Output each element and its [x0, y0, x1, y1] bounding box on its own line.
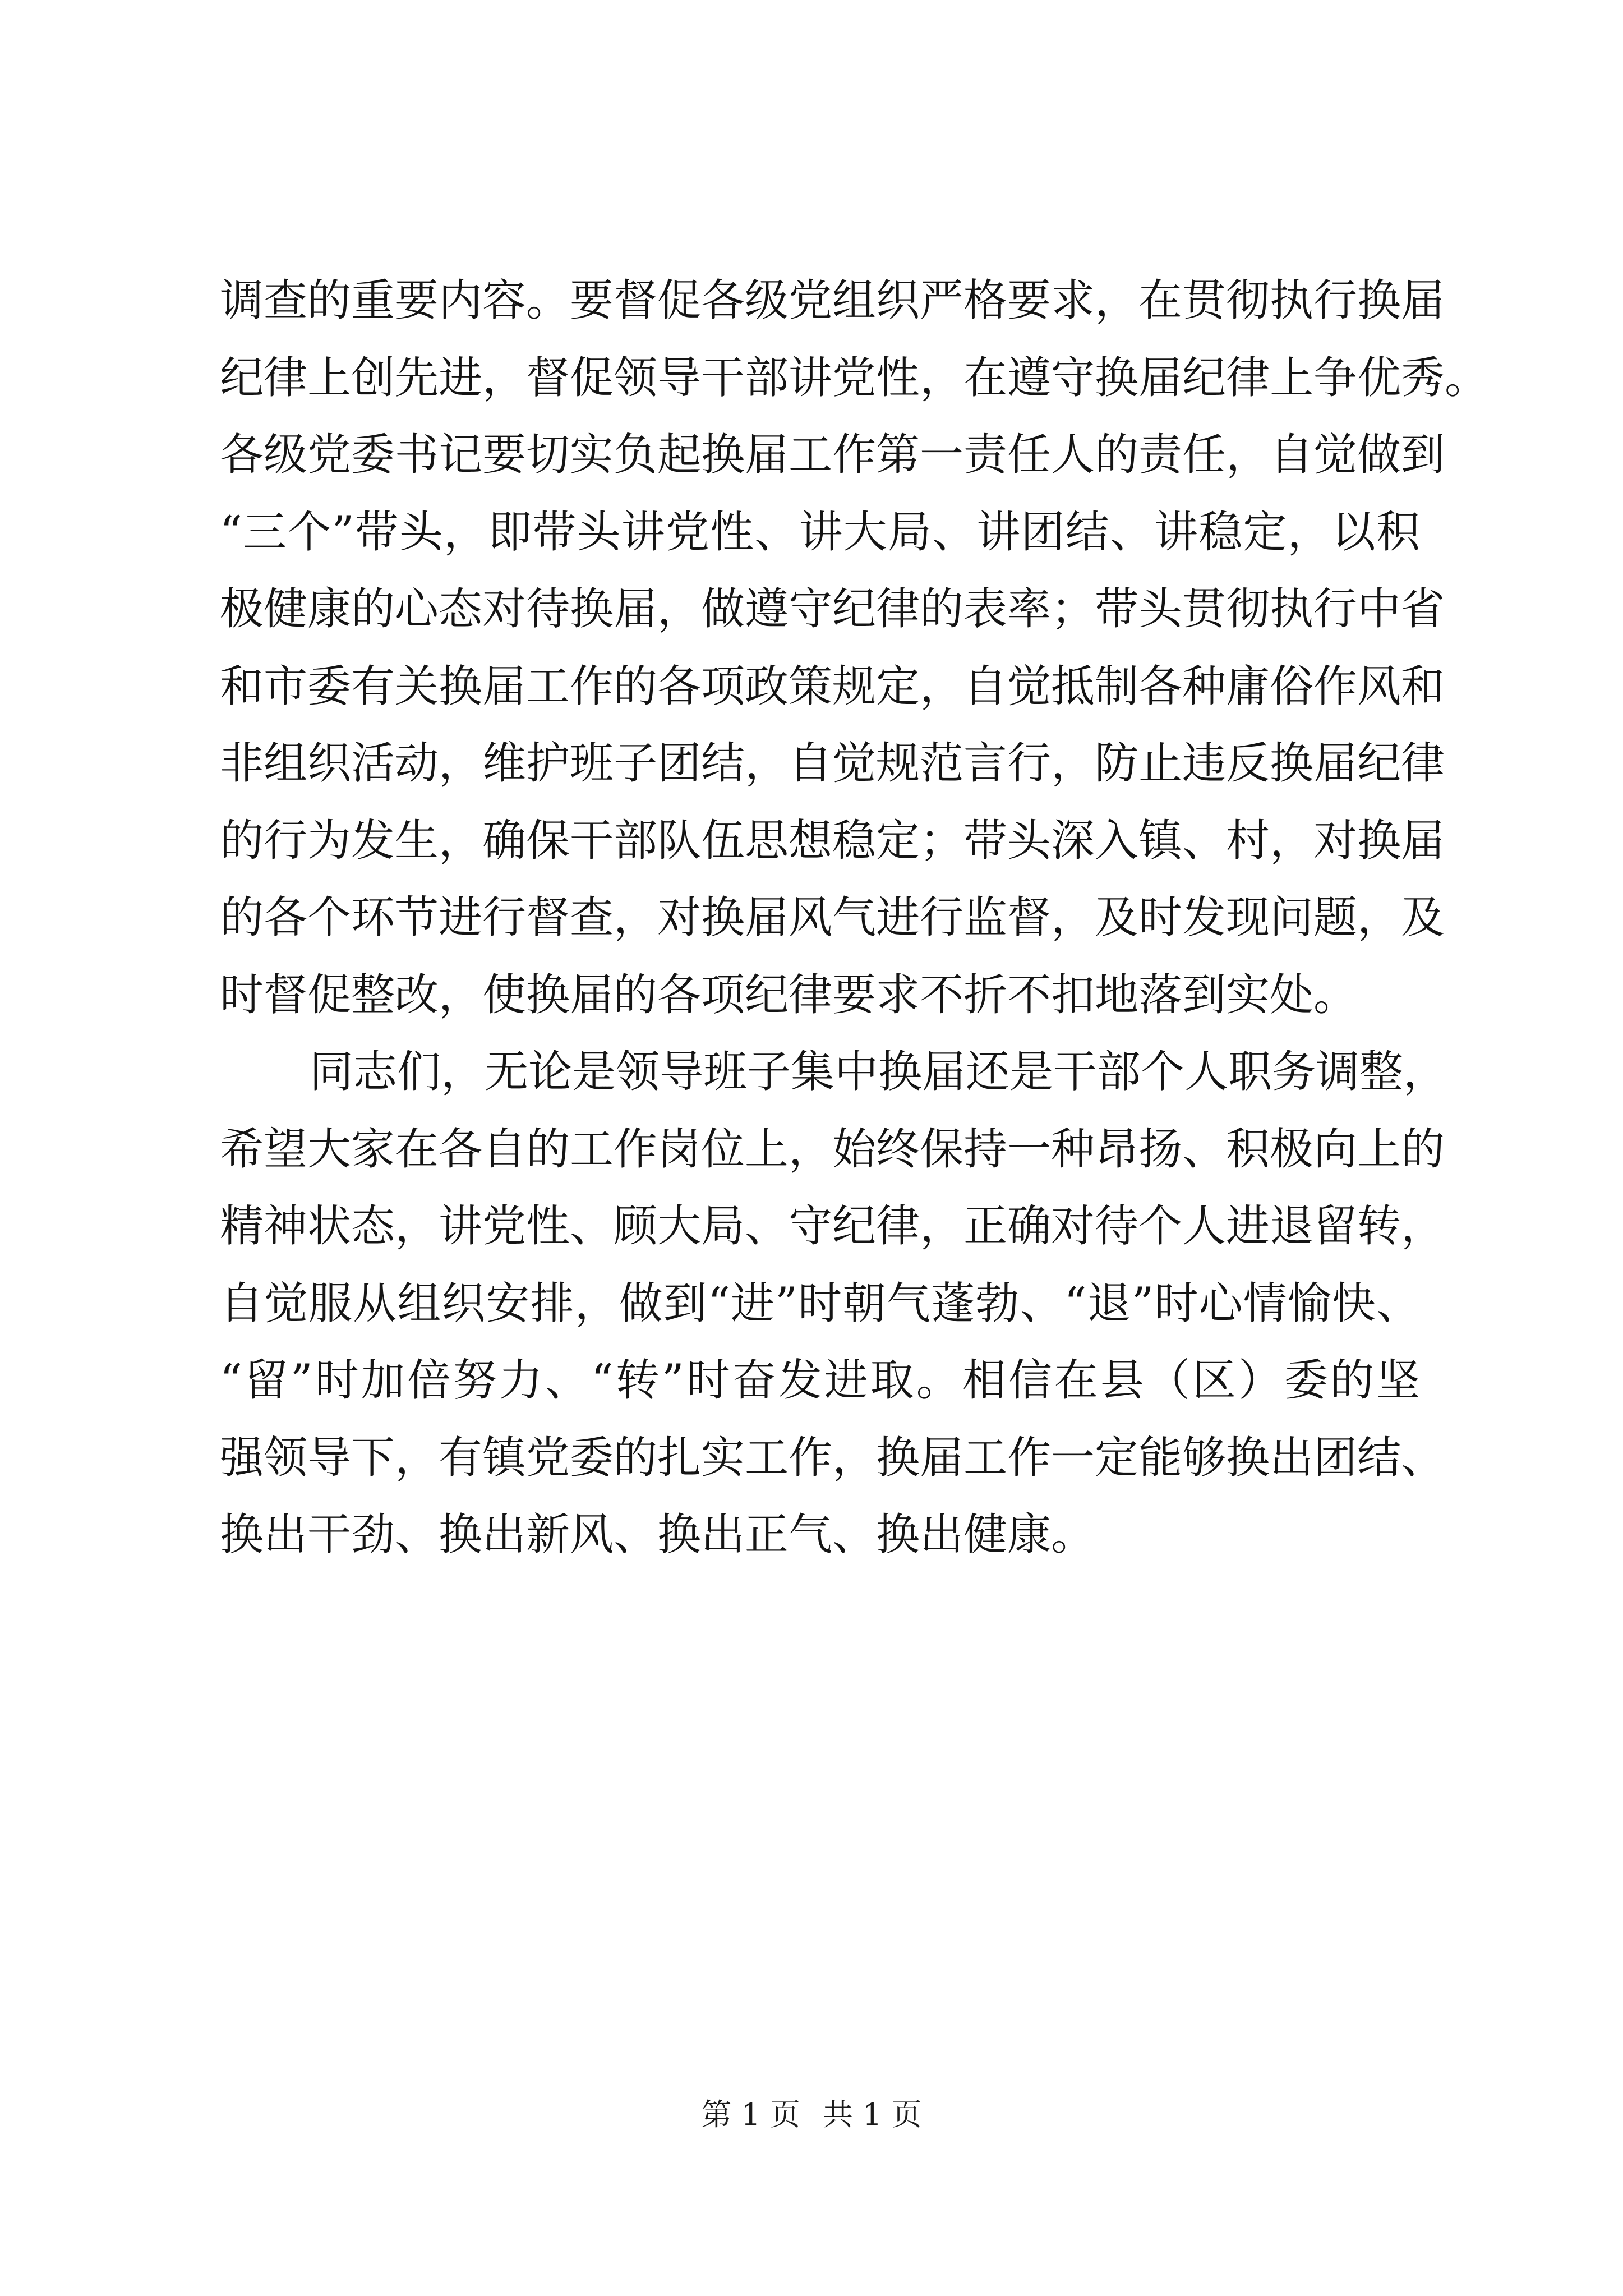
text-line: 时督促整改，使换届的各项纪律要求不折不扣地落到实处。 — [220, 969, 1358, 1020]
text-line: 非组织活动，维护班子团结，自觉规范言行，防止违反换届纪律 — [220, 738, 1445, 789]
text-line: 纪律上创先进，督促领导干部讲党性，在遵守换届纪律上争优秀。 — [220, 352, 1489, 403]
page-number: 第 1 页 — [701, 2097, 800, 2132]
text-line: 和市委有关换届工作的各项政策规定，自觉抵制各种庸俗作风和 — [220, 661, 1445, 712]
text-line: 调查的重要内容。要督促各级党组织严格要求，在贯彻执行换届 — [220, 275, 1445, 326]
text-line: 同志们，无论是领导班子集中换届还是干部个人职务调整， — [310, 1047, 1447, 1097]
text-line: 的各个环节进行督查，对换届风气进行监督，及时发现问题，及 — [220, 892, 1445, 943]
text-line: 的行为发生，确保干部队伍思想稳定；带头深入镇、村，对换届 — [220, 815, 1445, 866]
text-line: 精神状态，讲党性、顾大局、守纪律，正确对待个人进退留转， — [220, 1201, 1445, 1251]
text-line: 强领导下，有镇党委的扎实工作，换届工作一定能够换出团结、 — [220, 1432, 1445, 1483]
text-line: 自觉服从组织安排，做到“进”时朝气蓬勃、“退”时心情愉快、 — [220, 1278, 1420, 1329]
text-line: 各级党委书记要切实负起换届工作第一责任人的责任，自觉做到 — [220, 430, 1445, 480]
text-line: 极健康的心态对待换届，做遵守纪律的表率；带头贯彻执行中省 — [220, 584, 1445, 634]
document-body — [220, 263, 1489, 1574]
page-footer — [0, 2095, 1623, 2134]
page-total: 共 1 页 — [823, 2097, 922, 2132]
text-line: “留”时加倍努力、“转”时奋发进取。相信在县（区）委的坚 — [220, 1355, 1420, 1406]
text-line: 希望大家在各自的工作岗位上，始终保持一种昂扬、积极向上的 — [220, 1124, 1445, 1175]
text-line: “三个”带头，即带头讲党性、讲大局、讲团结、讲稳定，以积 — [220, 507, 1420, 558]
text-line: 换出干劲、换出新风、换出正气、换出健康。 — [220, 1510, 1095, 1560]
